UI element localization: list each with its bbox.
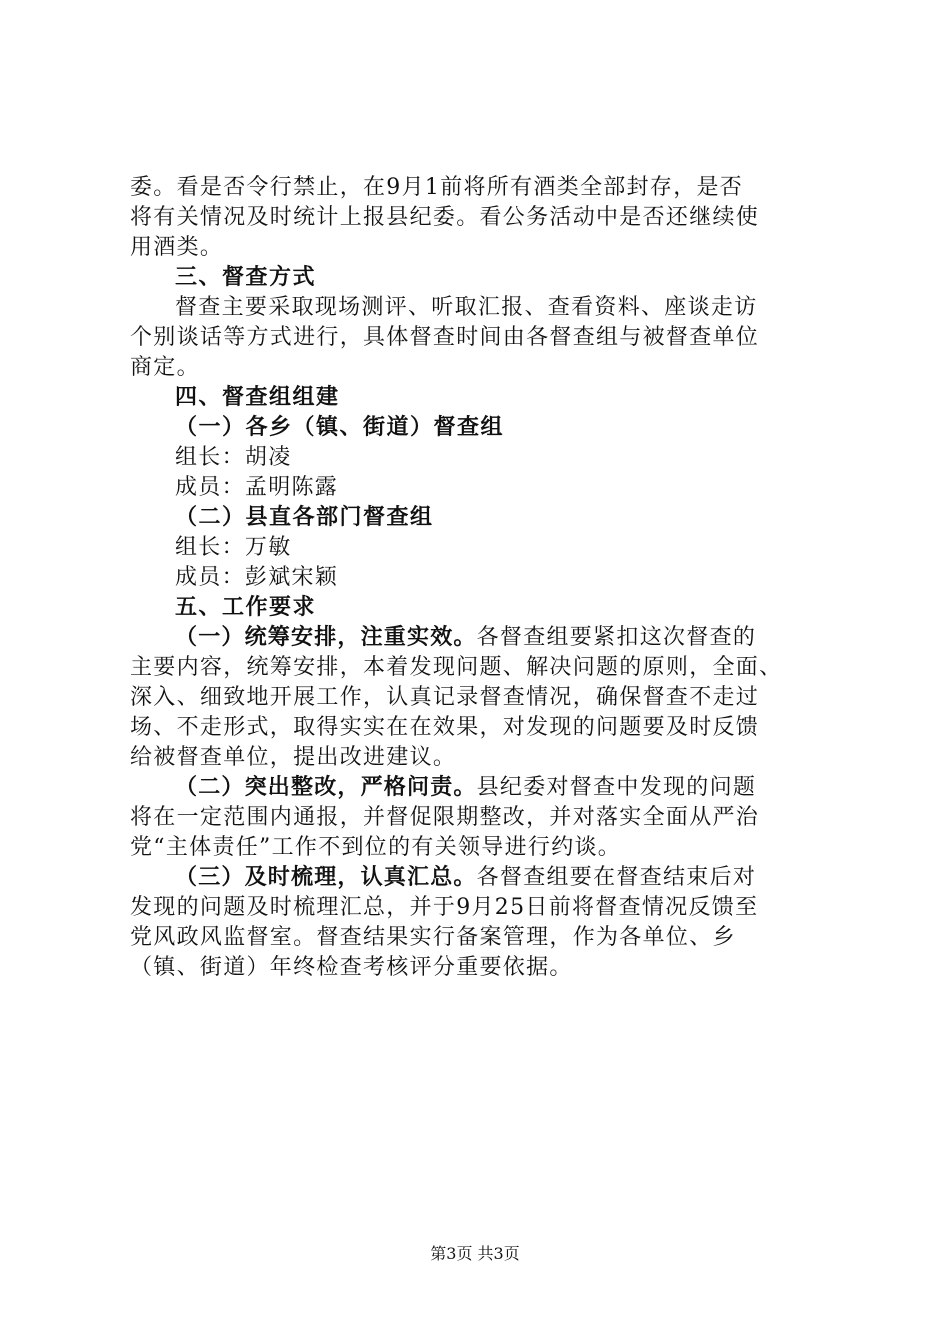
line-text: 个别谈话等方式进行，具体督查时间由各督查组与被督查单位	[130, 325, 760, 350]
line-text: 将在一定范围内通报，并督促限期整改，并对落实全面从严治	[130, 805, 760, 830]
paragraph-text: 各督查组要紧扣这次督查的	[476, 625, 757, 650]
text-line	[130, 533, 830, 563]
text-line	[130, 923, 830, 953]
line-text: 主要内容，统筹安排，本着发现问题、解决问题的原则，全面、	[130, 655, 783, 680]
text-line	[130, 863, 830, 893]
text-line	[130, 473, 830, 503]
line-text: 委。看是否令行禁止，在9月1前将所有酒类全部封存，是否	[130, 175, 744, 200]
paragraph-text: 县纪委对督查中发现的问题	[476, 775, 757, 800]
section-heading	[130, 263, 830, 293]
line-text: 商定。	[130, 355, 200, 380]
text-line	[130, 563, 830, 593]
line-text: 深入、细致地开展工作，认真记录督查情况，确保督查不走过	[130, 685, 760, 710]
text-line	[130, 833, 830, 863]
heading-text: （一）各乡（镇、街道）督查组	[175, 415, 505, 440]
paragraph-lead: （二）突出整改，严格问责。	[175, 775, 477, 800]
page-footer: 第3页 共3页	[430, 1244, 520, 1263]
paragraph-lead: （三）及时梳理，认真汇总。	[175, 865, 477, 890]
line-text: （镇、街道）年终检查考核评分重要依据。	[130, 955, 573, 980]
line-text: 党“主体责任”工作不到位的有关领导进行约谈。	[130, 835, 622, 860]
line-text: 组长：胡凌	[175, 445, 292, 470]
text-line	[130, 653, 830, 683]
text-line	[130, 293, 830, 323]
section-heading	[130, 413, 830, 443]
text-line	[130, 683, 830, 713]
text-line	[130, 173, 830, 203]
section-heading	[130, 503, 830, 533]
text-line	[130, 623, 830, 653]
text-line	[130, 743, 830, 773]
line-text: 党风政风监督室。督查结果实行备案管理，作为各单位、乡	[130, 925, 736, 950]
text-line	[130, 893, 830, 923]
line-text: 场、不走形式，取得实实在在效果，对发现的问题要及时反馈	[130, 715, 760, 740]
line-text: 成员：孟明陈露	[175, 475, 339, 500]
text-line	[130, 353, 830, 383]
section-heading	[130, 593, 830, 623]
text-line	[130, 953, 830, 983]
heading-text: 五、工作要求	[175, 595, 317, 620]
heading-text: 三、督查方式	[175, 265, 317, 290]
paragraph-text: 各督查组要在督查结束后对	[476, 865, 757, 890]
heading-text: （二）县直各部门督查组	[175, 505, 434, 530]
text-line	[130, 233, 830, 263]
line-text: 将有关情况及时统计上报县纪委。看公务活动中是否还继续使	[130, 205, 760, 230]
text-line	[130, 713, 830, 743]
text-line	[130, 323, 830, 353]
text-line	[130, 203, 830, 233]
text-line	[130, 443, 830, 473]
line-text: 督查主要采取现场测评、听取汇报、查看资料、座谈走访	[175, 295, 758, 320]
line-text: 成员：彭斌宋颖	[175, 565, 339, 590]
line-text: 发现的问题及时梳理汇总，并于9月25日前将督查情况反馈至	[130, 895, 759, 920]
line-text: 给被督查单位，提出改进建议。	[130, 745, 457, 770]
line-text: 用酒类。	[130, 235, 224, 260]
text-line	[130, 773, 830, 803]
document-body	[130, 173, 830, 983]
line-text: 组长：万敏	[175, 535, 292, 560]
section-heading	[130, 383, 830, 413]
heading-text: 四、督查组组建	[175, 385, 340, 410]
paragraph-lead: （一）统筹安排，注重实效。	[175, 625, 477, 650]
text-line	[130, 803, 830, 833]
